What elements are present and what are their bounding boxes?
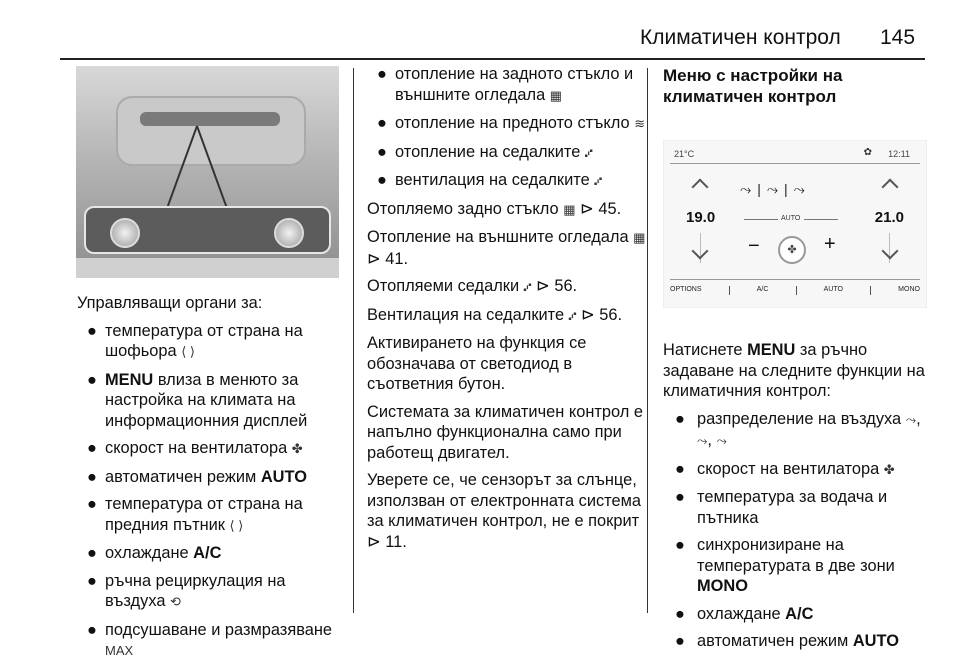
bullet-icon: ●	[377, 142, 387, 161]
text-run: охлаждане	[105, 544, 194, 562]
passenger-temp-down-icon	[882, 243, 899, 260]
text-run: автоматичен режим	[697, 632, 853, 650]
list-item	[367, 142, 647, 164]
list-item	[77, 494, 342, 536]
list-item	[77, 620, 342, 662]
control-label: MONO	[697, 577, 748, 595]
list-item	[367, 170, 647, 192]
text-run: охлаждане	[697, 604, 786, 623]
text-run: отопление на задното стъкло и външните огледала	[395, 65, 634, 104]
options-separator	[796, 286, 797, 295]
list-item	[77, 467, 342, 488]
options-label: OPTIONS	[670, 286, 702, 293]
text-run: ⊳ 56.	[531, 277, 578, 295]
driver-temp-up-icon	[692, 179, 709, 196]
options-separator	[729, 286, 730, 295]
control-label: A/C	[193, 544, 222, 562]
controls-list	[77, 321, 342, 662]
text-run: ,	[707, 431, 717, 449]
list-item	[663, 604, 928, 625]
bullet-icon: ●	[377, 114, 387, 132]
text-run: скорост на вентилатора	[697, 459, 884, 478]
bullet-icon: ●	[675, 536, 685, 554]
auto-line-right	[804, 219, 838, 220]
bullet-icon: ●	[675, 409, 685, 428]
list-item	[77, 571, 342, 613]
text-run: отопление на предното стъкло	[395, 114, 635, 132]
text-run: температура от страна на предния пътник	[105, 495, 303, 534]
symbol-icon: ▦	[549, 87, 563, 103]
fan-plus-icon: +	[824, 233, 836, 255]
passenger-temp-up-icon	[882, 179, 899, 196]
page-number: 145	[880, 26, 916, 49]
list-item	[663, 535, 928, 597]
text-run: Отопление на външните огледала	[367, 228, 634, 246]
control-label: MENU	[105, 370, 154, 389]
driver-temp-down-icon	[692, 243, 709, 260]
text-run: отопление на седалките	[395, 142, 585, 161]
bullet-icon: ●	[87, 544, 97, 562]
symbol-icon: ⤳	[716, 433, 727, 448]
symbol-icon: ⤳	[905, 411, 917, 427]
text-run: Натиснете	[663, 341, 748, 359]
controls-intro: Управляващи органи за:	[77, 294, 263, 312]
auto-option-label: AUTO	[823, 286, 843, 293]
menu-functions-list	[663, 409, 928, 652]
console-floor	[76, 258, 339, 278]
bullet-icon: ●	[675, 604, 685, 623]
header-rule	[60, 58, 925, 60]
paragraph	[367, 199, 647, 221]
control-label: AUTO	[260, 467, 307, 486]
driver-temperature-knob	[110, 218, 140, 248]
symbol-icon: ✤	[291, 441, 303, 456]
bullet-icon: ●	[87, 439, 97, 457]
list-item	[367, 113, 647, 135]
fan-minus-icon: −	[748, 235, 760, 257]
menu-intro	[663, 340, 928, 402]
bullet-icon: ●	[377, 65, 387, 83]
bullet-icon: ●	[87, 571, 97, 590]
bullet-icon: ●	[675, 632, 685, 650]
symbol-icon: ▦	[563, 201, 576, 217]
symbol-icon: ▦	[633, 230, 646, 245]
symbol-icon: ⑇	[523, 279, 532, 294]
text-run: подсушаване и размразяване	[105, 620, 332, 639]
paragraph	[367, 333, 647, 395]
column-2	[367, 64, 647, 552]
controls-list-continued	[367, 64, 647, 192]
screen-top-divider	[670, 163, 920, 164]
paragraph	[367, 470, 647, 552]
text-run: температура от страна на шофьора	[105, 321, 303, 360]
bullet-icon: ●	[87, 370, 97, 389]
symbol-icon: ⟲	[170, 594, 181, 609]
paragraph	[367, 227, 647, 269]
text-run: за ръчно задаване на следните функции на климатичния контрол:	[663, 341, 925, 400]
upper-console	[116, 96, 306, 166]
text-run: Отопляеми седалки	[367, 277, 524, 295]
text-run: ⊳ 41.	[367, 249, 409, 268]
outside-temperature: 21°C	[674, 149, 695, 159]
text-run: синхронизиране на температурата в две зони	[697, 536, 895, 575]
options-separator	[870, 286, 871, 295]
control-label: AUTO	[852, 632, 899, 650]
symbol-icon: ≋	[634, 116, 646, 131]
control-label: A/C	[785, 604, 814, 623]
list-item	[367, 64, 647, 106]
list-item	[663, 631, 928, 652]
column-divider-left	[353, 68, 354, 613]
screen-bottom-divider	[670, 279, 920, 280]
column-1	[77, 293, 342, 662]
bullet-icon: ●	[675, 488, 685, 506]
text-run: вентилация на седалките	[395, 171, 595, 189]
paragraph	[367, 305, 647, 327]
column-3	[663, 340, 928, 652]
column-2-paragraphs	[367, 199, 647, 553]
driver-temperature: 19.0	[686, 209, 716, 226]
symbol-icon: ⑇	[594, 173, 603, 188]
paragraph	[367, 402, 647, 464]
bullet-icon: ●	[87, 467, 97, 486]
section-heading: Меню с настройки на климатичен контрол	[663, 66, 843, 106]
ac-label: A/C	[756, 286, 769, 293]
text-run: ,	[916, 409, 921, 428]
bullet-icon: ●	[675, 459, 685, 478]
symbol-icon: ✤	[883, 461, 895, 477]
text-run: ⊳ 45.	[575, 199, 622, 218]
text-run: скорост на вентилатора	[105, 439, 292, 457]
symbol-icon: ⟨ ⟩	[229, 517, 244, 533]
text-run: Системата за климатичен контрол е напълно функционална само при работещ двигател.	[367, 402, 643, 462]
climate-menu-screen	[663, 140, 927, 308]
control-panel-photo	[76, 66, 339, 278]
passenger-temperature-knob	[274, 218, 304, 248]
list-item	[77, 543, 342, 564]
page-title: Климатичен контрол	[640, 26, 841, 49]
symbol-icon: ⟨ ⟩	[181, 344, 195, 359]
list-item	[663, 487, 928, 528]
bullet-icon: ●	[87, 321, 97, 340]
text-run: Уверете се, че сензорът за слънце, използван от електронната система за климатичен контрол, не е покрит ⊳ 11.	[367, 471, 642, 551]
paragraph	[367, 276, 647, 298]
air-vent	[140, 112, 280, 126]
mono-label: MONO	[898, 286, 920, 293]
auto-line-left	[744, 219, 778, 220]
text-run: Вентилация на седалките	[367, 305, 569, 324]
control-label: MENU	[747, 341, 796, 359]
list-item	[663, 409, 928, 452]
text-run: температура за водача и пътника	[697, 488, 888, 527]
text-run: разпределение на въздуха	[697, 409, 906, 428]
text-run: влиза в менюто за настройка на климата на информационния дисплей	[105, 370, 308, 430]
symbol-icon: ⑇	[584, 144, 593, 160]
text-run: Отопляемо задно стъкло	[367, 199, 564, 218]
column-divider-right	[647, 68, 648, 613]
symbol-icon: ⑇	[568, 307, 577, 323]
symbol-icon: MAX	[105, 643, 134, 658]
text-run: ⊳ 56.	[576, 305, 623, 324]
bullet-icon: ●	[377, 171, 387, 189]
gear-icon: ✿	[863, 147, 872, 158]
clock: 12:11	[888, 149, 910, 159]
auto-label: AUTO	[781, 215, 801, 222]
text-run: Активирането на функция се обозначава от светодиод в съответния бутон.	[367, 334, 587, 393]
list-item	[77, 321, 342, 363]
text-run: автоматичен режим	[105, 467, 261, 486]
list-item	[77, 438, 342, 460]
fan-icon: ✤	[778, 236, 806, 264]
text-run: ръчна рециркулация на въздуха	[105, 571, 286, 610]
list-item	[663, 459, 928, 481]
symbol-icon: ⤳	[697, 433, 708, 448]
screen-options-bar	[670, 286, 920, 295]
bullet-icon: ●	[87, 620, 97, 639]
list-item	[77, 370, 342, 432]
air-distribution-icons: ⤳|⤳|⤳	[740, 181, 811, 197]
bullet-icon: ●	[87, 495, 97, 513]
passenger-temperature: 21.0	[874, 209, 904, 226]
